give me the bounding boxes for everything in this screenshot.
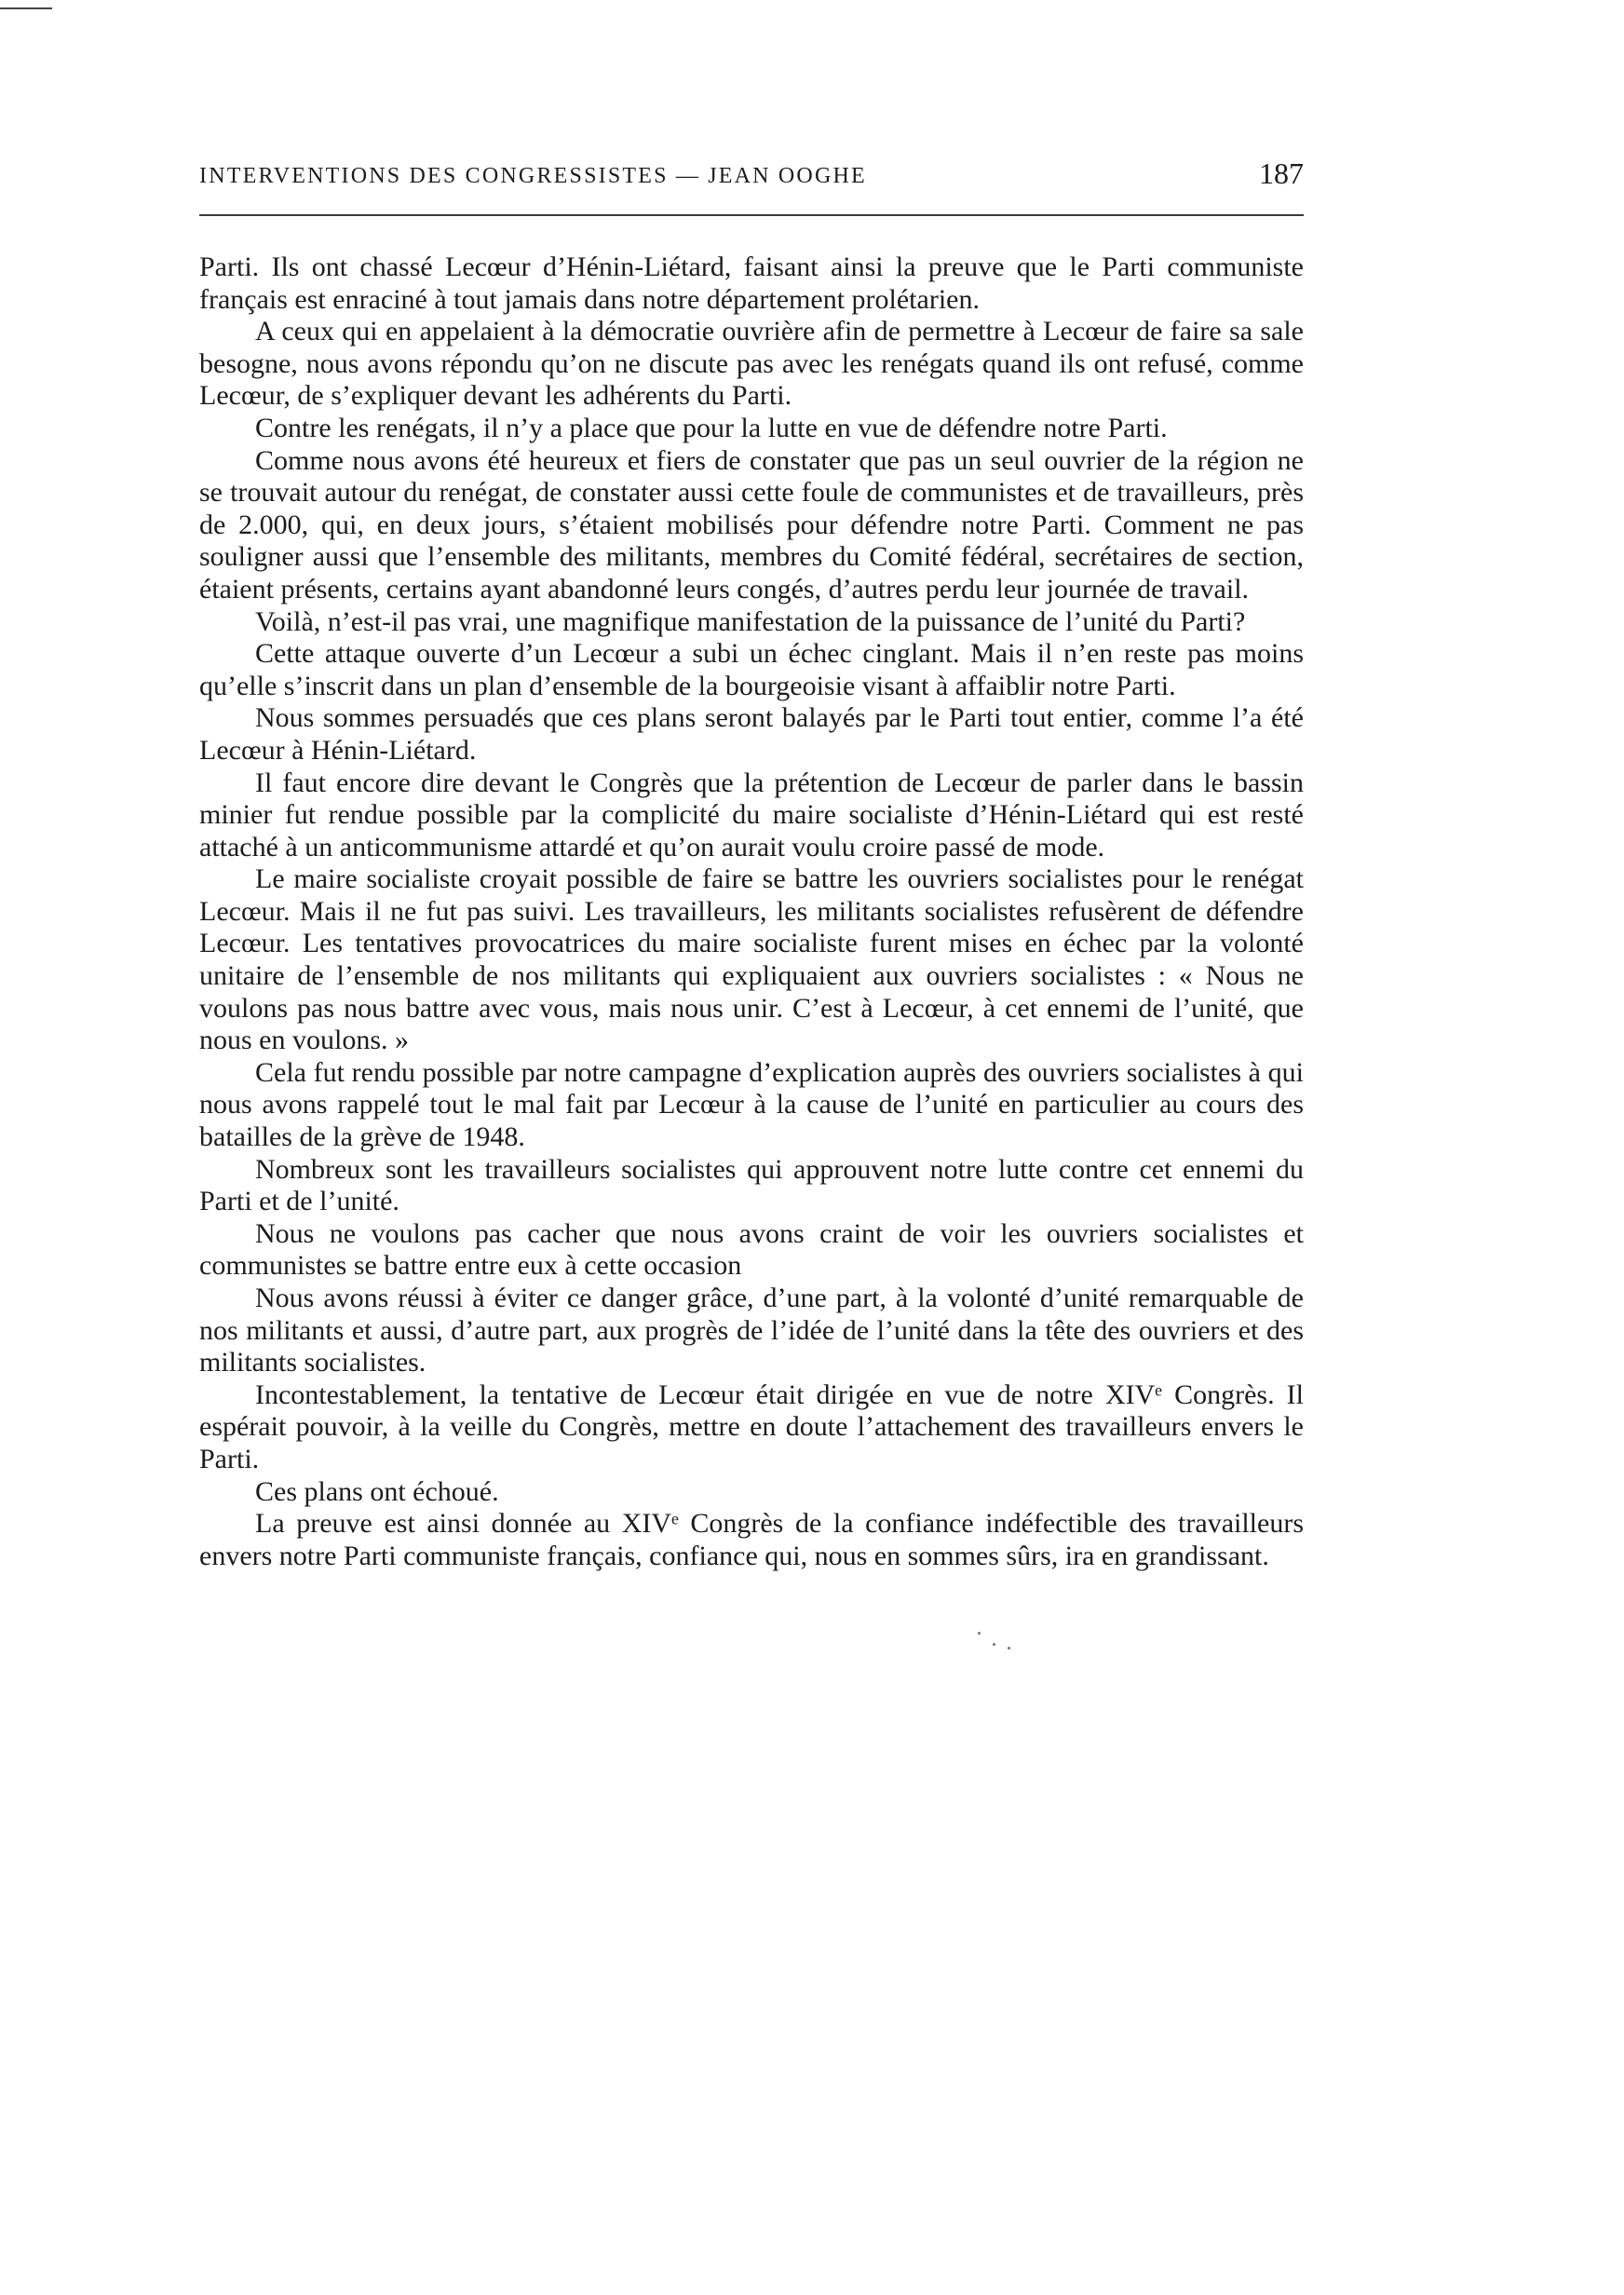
scan-mark bbox=[0, 7, 52, 9]
paragraph: La preuve est ainsi donnée au XIVᵉ Congrès de la confiance indéfectible des travailleurs envers notre Parti communiste français, confiance qui, nous en sommes sûrs, ira en grandissant. bbox=[199, 1508, 1304, 1571]
body-text bbox=[199, 251, 1304, 1572]
paragraph: Nous sommes persuadés que ces plans seront balayés par le Parti tout entier, comme l’a été Lecœur à Hénin-Liétard. bbox=[199, 702, 1304, 766]
paragraph: Voilà, n’est-il pas vrai, une magnifique manifestation de la puissance de l’unité du Parti? bbox=[255, 605, 1246, 637]
paragraph: Comme nous avons été heureux et fiers de constater que pas un seul ouvrier de la région ne se trouvait autour du renégat, de constater aussi cette foule de communistes et de travailleurs, près de 2.000, qui, en deux jours, s’étaient mobilisés pour défendre notre Parti. Comment ne pas souligner aussi que l’ensemble des militants, membres du Comité fédéral, secrétaires de section, étaient présents, certains ayant abandonné leurs congés, d’autres perdu leur journée de travail. bbox=[199, 444, 1304, 604]
speck bbox=[1008, 1647, 1010, 1650]
paragraph: Cela fut rendu possible par notre campagne d’explication auprès des ouvriers socialistes à qui nous avons rappelé tout le mal fait par Lecœur à la cause de l’unité en particulier au cours des batailles de la grève de 1948. bbox=[199, 1056, 1304, 1153]
paragraph: Le maire socialiste croyait possible de faire se battre les ouvriers socialistes pour le renégat Lecœur. Mais il ne fut pas suivi. Les travailleurs, les militants socialistes refusèrent de défendre Lecœur. Les tentatives provocatrices du maire socialiste furent mises en échec par la volonté unitaire de l’ensemble de nos militants qui expliquaient aux ouvriers socialistes : « Nous ne voulons pas nous battre avec vous, mais nous unir. C’est à Lecœur, à cet ennemi de l’unité, que nous en voulons. » bbox=[199, 863, 1304, 1056]
speck bbox=[993, 1643, 995, 1646]
paragraph: Nous avons réussi à éviter ce danger grâce, d’une part, à la volonté d’unité remarquable de nos militants et aussi, d’autre part, aux progrès de l’idée de l’unité dans la tête des ouvriers et des militants socialistes. bbox=[199, 1283, 1304, 1378]
page-number: 187 bbox=[1259, 156, 1304, 190]
paragraph: Ces plans ont échoué. bbox=[255, 1475, 499, 1507]
paragraph: A ceux qui en appelaient à la démocratie ouvrière afin de permettre à Lecœur de faire sa sale besogne, nous avons répondu qu’on ne discute pas avec les renégats quand ils ont refusé, comme Lecœur, de s’expliquer devant les adhérents du Parti. bbox=[199, 316, 1304, 412]
header-rule bbox=[199, 214, 1304, 216]
paragraph: Cette attaque ouverte d’un Lecœur a subi un échec cinglant. Mais il n’en reste pas moins qu’elle s’inscrit dans un plan d’ensemble de la bourgeoisie visant à affaiblir notre Parti. bbox=[199, 638, 1304, 701]
speck bbox=[978, 1632, 981, 1635]
paragraph: Contre les renégats, il n’y a place que pour la lutte en vue de défendre notre Parti. bbox=[255, 412, 1168, 443]
running-head bbox=[199, 156, 1304, 194]
paragraph: Nombreux sont les travailleurs socialistes qui approuvent notre lutte contre cet ennemi du Parti et de l’unité. bbox=[199, 1153, 1304, 1217]
paragraph: Nous ne voulons pas cacher que nous avons craint de voir les ouvriers socialistes et communistes se battre entre eux à cette occasion bbox=[199, 1217, 1304, 1282]
running-title: INTERVENTIONS DES CONGRESSISTES — JEAN OOGHE bbox=[199, 164, 867, 188]
scan-specks bbox=[978, 1632, 1015, 1654]
paragraph: Parti. Ils ont chassé Lecœur d’Hénin-Liétard, faisant ainsi la preuve que le Parti communiste français est enraciné à tout jamais dans notre département prolétarien. bbox=[199, 251, 1304, 315]
paragraph: Il faut encore dire devant le Congrès que la prétention de Lecœur de parler dans le bassin minier fut rendue possible par la complicité du maire socialiste d’Hénin-Liétard qui est resté attaché à un anticommunisme attardé et qu’on aurait voulu croire passé de mode. bbox=[199, 767, 1304, 862]
paragraph: Incontestablement, la tentative de Lecœur était dirigée en vue de notre XIVᵉ Congrès. Il espérait pouvoir, à la veille du Congrès, mettre en doute l’attachement des travailleurs envers le Parti. bbox=[199, 1378, 1304, 1474]
